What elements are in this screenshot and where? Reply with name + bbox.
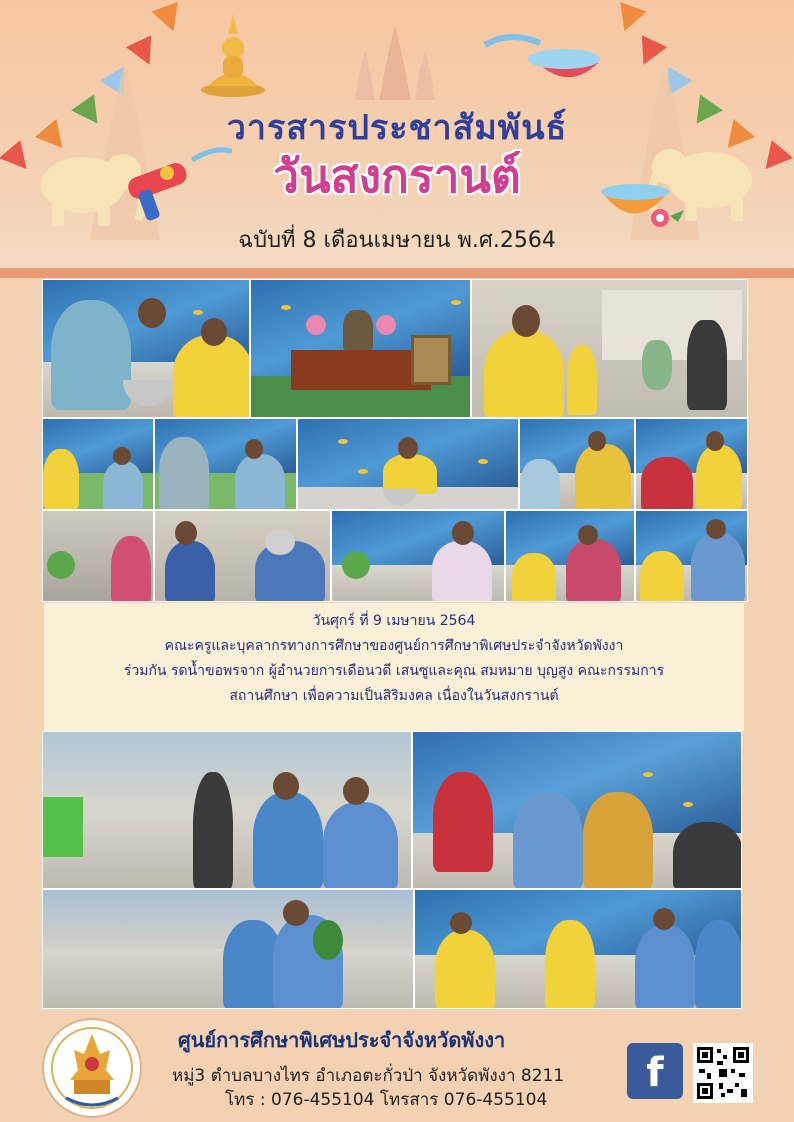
school-name: ศูนย์การศึกษาพิเศษประจำจังหวัดพังงา — [178, 1028, 506, 1052]
school-logo — [42, 1018, 142, 1118]
issue-info: ฉบับที่ 8 เดือนเมษายน พ.ศ.2564 — [238, 228, 556, 253]
header-divider — [0, 268, 794, 278]
photo-queue — [42, 889, 414, 1009]
photo-row3-1 — [42, 510, 154, 602]
qr-code-icon[interactable] — [693, 1043, 753, 1103]
songkran-title: วันสงกรานต์ — [273, 149, 521, 203]
temple-icon — [345, 20, 445, 100]
buddha-statue-icon — [198, 10, 268, 98]
facebook-icon[interactable]: f — [627, 1043, 683, 1099]
bunting-flag-icon — [151, 2, 186, 36]
photo-row2-3 — [297, 418, 519, 510]
photo-row3-2 — [154, 510, 331, 602]
photo-row2-4 — [519, 418, 635, 510]
bunting-flag-icon — [611, 2, 646, 36]
photo-greeting-wai — [471, 279, 748, 418]
photo-row3-4 — [505, 510, 635, 602]
photo-students — [414, 889, 742, 1009]
school-emblem-icon — [44, 1020, 140, 1116]
school-phone: โทร : 076-455104 โทรสาร 076-455104 — [225, 1090, 548, 1110]
caption-line: สถานศึกษา เพื่อความเป็นสิริมงคล เนื่องในวันสงกรานต์ — [229, 688, 559, 704]
photo-seated-staff — [42, 731, 412, 889]
caption-line: คณะครูและบุคลากรทางการศึกษาของศูนย์การศึกษาพิเศษประจำจังหวัดพังงา — [164, 638, 624, 654]
photo-blessing-ceremony — [42, 279, 250, 418]
photo-row3-3 — [331, 510, 505, 602]
photo-altar-buddha — [250, 279, 471, 418]
photo-row3-5 — [635, 510, 748, 602]
photo-row2-1 — [42, 418, 154, 510]
newsletter-title: วารสารประชาสัมพันธ์ — [226, 108, 568, 148]
header-banner — [0, 0, 794, 270]
school-address: หมู่3 ตำบลบางไทร อำเภอตะกั่วป่า จังหวัดพังงา 8211 — [172, 1066, 565, 1086]
photo-row2-2 — [154, 418, 297, 510]
water-splash-bowl-icon — [480, 25, 610, 105]
photo-pouring-water — [412, 731, 742, 889]
caption-line: ร่วมกัน รดน้ำขอพรจาก ผู้อำนวยการเดือนวดี เสนซูและคุณ สมหมาย บุญสูง คณะกรรมการ — [123, 663, 665, 679]
caption-date: วันศุกร์ ที่ 9 เมษายน 2564 — [312, 613, 476, 629]
event-caption — [44, 603, 744, 731]
photo-row2-5 — [635, 418, 748, 510]
